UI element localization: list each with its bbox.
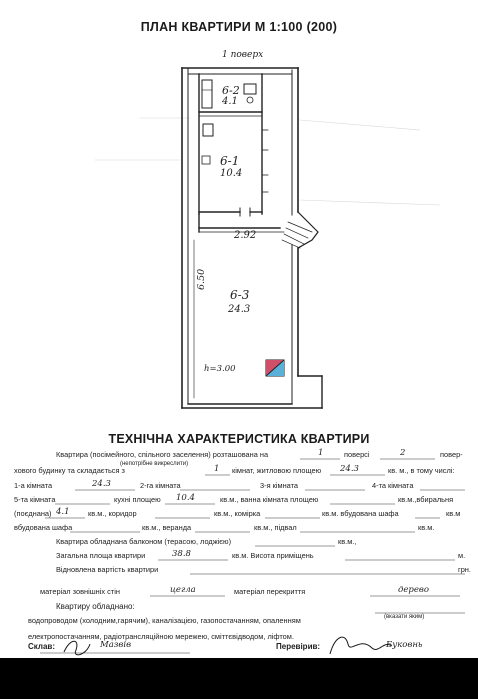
row-4-b: кухні площею: [114, 495, 161, 504]
sklav-label: Склав:: [28, 642, 55, 651]
row-3-a: 1-а кімната: [14, 481, 53, 490]
row-5-bath: 4.1: [56, 507, 70, 517]
dimension-width: 2.92: [234, 230, 257, 241]
row-5-e: кв.м: [446, 509, 461, 518]
row-7-unit: кв.м.,: [338, 537, 357, 546]
row-2-b: кімнат, житловою площею: [232, 466, 322, 475]
row-11: Квартиру обладнано:: [56, 602, 135, 611]
row-10-floor: дерево: [398, 585, 429, 595]
sklav-name: Мазвів: [100, 640, 132, 650]
row-1-floor: 1: [318, 448, 324, 458]
row-4-kitchen: 10.4: [176, 493, 195, 503]
dimension-length: 6.50: [196, 268, 207, 290]
row-6-b: кв.м., веранда: [142, 523, 192, 532]
tech-form: [0, 450, 478, 660]
row-12: водопроводом (холодним,гарячим), каналізацією, газопостачанням, опаленням: [28, 616, 301, 625]
row-8-b: кв.м. Висота приміщень: [232, 551, 314, 560]
row-10-walls: цегла: [170, 585, 196, 595]
row-1-c: повер-: [440, 450, 463, 459]
row-8-total: 38.8: [172, 549, 191, 559]
row-5-c: кв.м., комірка: [214, 509, 261, 518]
row-1-note: (непотрібне викреслити): [120, 461, 189, 467]
row-3-b: 2-га кімната: [140, 481, 181, 490]
row-7: Квартира обладнана балконом (терасою, лоджією): [56, 537, 232, 546]
perevir-name: Буковнь: [386, 640, 423, 650]
row-1-total-floors: 2: [400, 448, 406, 458]
row-6-c: кв.м., підвал: [254, 523, 297, 532]
row-5-a: (поєднана): [14, 509, 52, 518]
row-6-a: вбудована шафа: [14, 523, 73, 532]
row-5-d: кв.м. вбудована шафа: [322, 509, 399, 518]
row-3-v1: 24.3: [92, 479, 111, 489]
row-10-b: матеріал перекриття: [234, 587, 306, 596]
row-9-unit: грн.: [458, 565, 471, 574]
row-1-b: поверсі: [344, 450, 370, 459]
room-label-6-1: 6-1: [220, 154, 240, 168]
row-4-d: кв.м.,вбиральня: [398, 495, 454, 504]
row-5-b: кв.м., коридор: [88, 509, 137, 518]
row-4-c: кв.м., ванна кімната площею: [220, 495, 319, 504]
row-2-c: кв. м., в тому числі:: [388, 466, 455, 475]
row-8-unit: м.: [458, 551, 466, 560]
row-4-a: 5-та кімната: [14, 495, 56, 504]
row-8-a: Загальна площа квартири: [56, 551, 146, 560]
row-3-c: 3-я кімната: [260, 481, 299, 490]
row-6-d: кв.м.: [418, 523, 435, 532]
row-10-a: матеріал зовнішніх стін: [40, 587, 120, 596]
row-9: Відновлена вартість квартири: [56, 565, 159, 574]
row-2-living: 24.3: [340, 464, 359, 474]
signatures: [0, 630, 478, 660]
plan-title: ПЛАН КВАРТИРИ М 1:100 (200): [140, 20, 338, 34]
room-area-6-1: 10.4: [220, 168, 243, 179]
row-13: електропостачанням, радіотрансляційною мережею, сміттєвідводом, ліфтом.: [28, 632, 294, 641]
row-2-a: хового будинку та складається з: [14, 466, 125, 475]
row-11-note: (вказати яким): [384, 614, 425, 620]
perevir-label: Перевірив:: [276, 642, 321, 651]
room-area-6-3: 24.3: [228, 304, 251, 315]
row-2-rooms: 1: [214, 464, 220, 474]
room-area-6-2: 4.1: [222, 96, 238, 107]
row-1-a: Квартира (посімейного, спільного заселення) розташована на: [56, 450, 269, 459]
row-3-d: 4-та кімната: [372, 481, 414, 490]
bottom-black-bar: [0, 658, 478, 699]
floor-note: 1 поверх: [222, 50, 264, 60]
ceiling-height: h=3.00: [204, 364, 236, 374]
room-label-6-3: 6-3: [230, 288, 250, 302]
room-label-6-2: 6-2: [222, 84, 240, 97]
tech-title: ТЕХНІЧНА ХАРАКТЕРИСТИКА КВАРТИРИ: [108, 432, 370, 446]
